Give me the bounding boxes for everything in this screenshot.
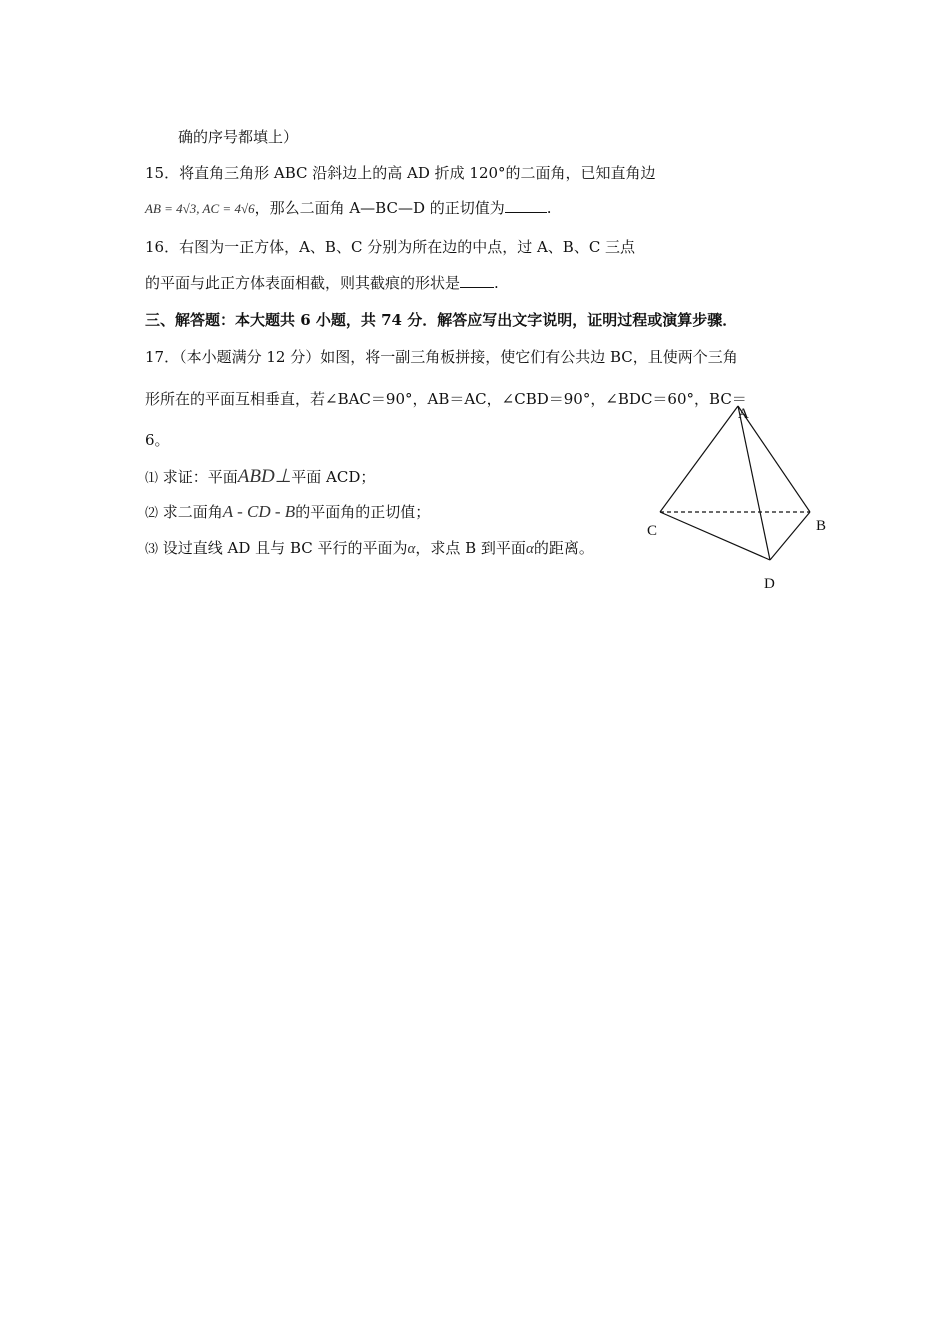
edge-AC bbox=[660, 406, 738, 512]
q15-end: . bbox=[546, 199, 552, 217]
q17-text-3: 6。 bbox=[145, 431, 170, 449]
q16-end: . bbox=[494, 274, 499, 292]
part-3-alpha-2: α bbox=[525, 541, 534, 557]
part-3-text-b: ，求点 B 到平面 bbox=[415, 539, 526, 557]
continuation-text: 确的序号都填上） bbox=[178, 128, 299, 146]
part-2-number: ⑵ bbox=[145, 506, 159, 521]
part-3-text-c: 的距离。 bbox=[533, 539, 594, 557]
edge-CD bbox=[660, 512, 770, 560]
part-2-text-b: 的平面角的正切值； bbox=[295, 503, 431, 521]
vertex-label-B: B bbox=[816, 518, 827, 534]
q16-text-2: 的平面与此正方体表面相截，则其截痕的形状是 bbox=[145, 274, 461, 292]
part-3-number: ⑶ bbox=[145, 542, 159, 557]
vertex-label-D: D bbox=[764, 576, 775, 592]
q15-text-2: ，那么二面角 A—BC—D 的正切值为 bbox=[254, 199, 505, 217]
vertex-label-C: C bbox=[647, 523, 658, 539]
q17-text: 17．（本小题满分 12 分）如图，将一副三角板拼接，使它们有公共边 BC，且使两个三角 bbox=[145, 348, 738, 366]
edge-BD bbox=[770, 512, 810, 560]
q15-text: 15．将直角三角形 ABC 沿斜边上的高 AD 折成 120°的二面角，已知直角边 bbox=[145, 164, 656, 182]
part-1-math: ABD⊥ bbox=[237, 466, 292, 487]
vertex-label-A: A bbox=[738, 406, 749, 422]
part-2-text-a: 求二面角 bbox=[158, 503, 223, 521]
part-1-text-a: 求证：平面 bbox=[158, 468, 238, 486]
section-3-text: 三、解答题：本大题共 6 小题，共 74 分．解答应写出文字说明，证明过程或演算步骤． bbox=[145, 311, 738, 329]
q17-text-2: 形所在的平面互相垂直，若∠BAC＝90°，AB＝AC，∠CBD＝90°，∠BDC＝60°，BC＝ bbox=[145, 390, 747, 408]
part-2-math: A - CD - B bbox=[222, 502, 296, 521]
q16-text: 16．右图为一正方体，A、B、C 分别为所在边的中点，过 A、B、C 三点 bbox=[145, 238, 636, 256]
part-3-alpha: α bbox=[407, 541, 416, 557]
q15-math-expression: AB = 4√3, AC = 4√6 bbox=[145, 201, 255, 216]
part-1-number: ⑴ bbox=[145, 471, 159, 486]
part-1-text-b: 平面 ACD； bbox=[291, 468, 376, 486]
part-3-text-a: 设过直线 AD 且与 BC 平行的平面为 bbox=[158, 539, 408, 557]
